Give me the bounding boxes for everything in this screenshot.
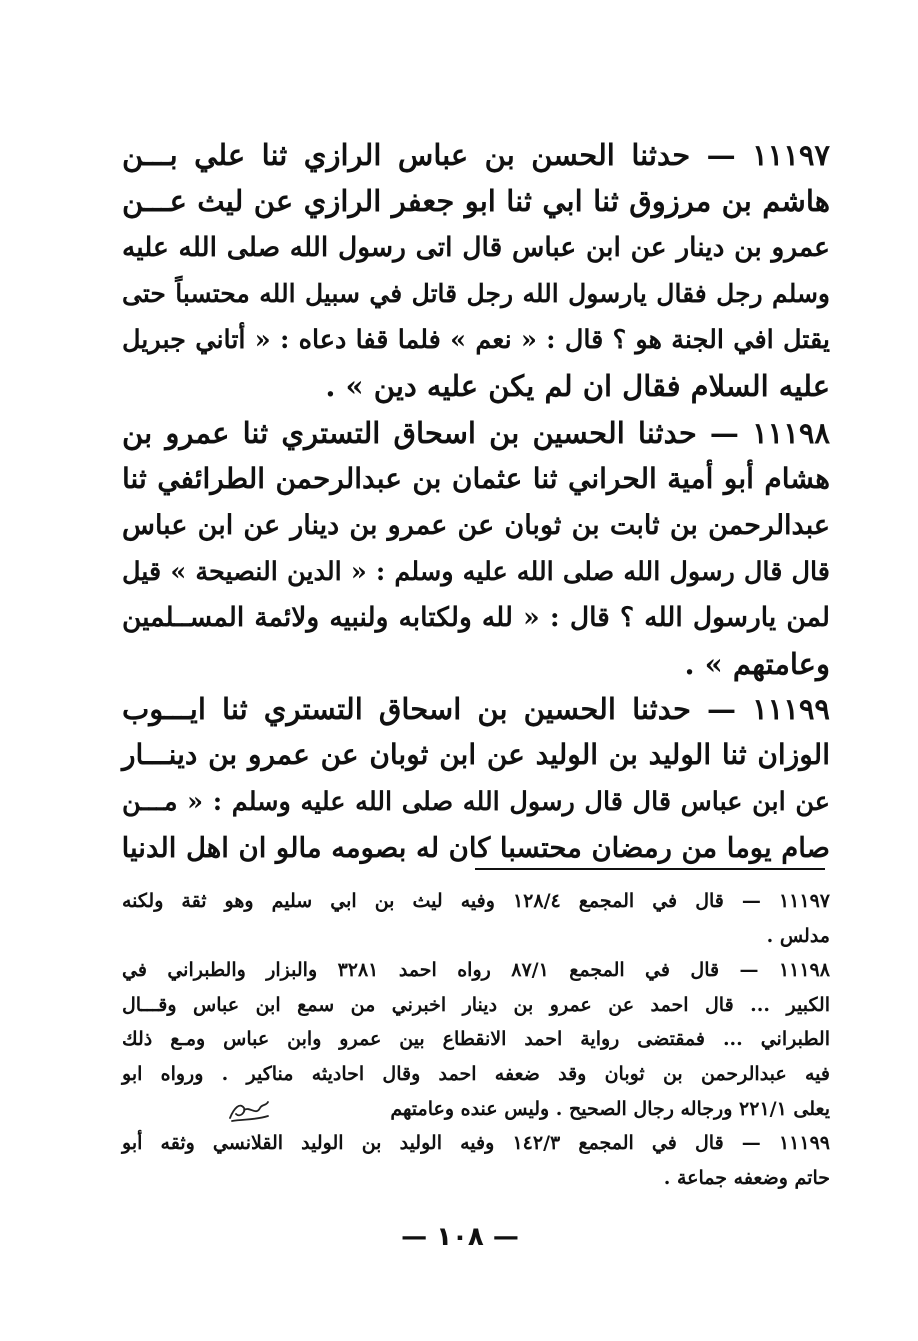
hadith-line: وسلم رجل فقال يارسول الله رجل قاتل في سبيل الله محتسباً حتى xyxy=(122,278,830,308)
footnote-line: الطبراني ... فمقتضى رواية احمد الانقطاع بين عمرو وابن عباس ومـع ذلك xyxy=(122,1028,830,1051)
hadith-line: هشام أبو أمية الحراني ثنا عثمان بن عبدالرحمن الطرائفي ثنا xyxy=(122,462,830,496)
hadith-line xyxy=(122,410,830,456)
footnote-line: حاتم وضعفه جماعة . xyxy=(663,1166,830,1189)
hadith-entry-11197 xyxy=(122,132,830,410)
hadith-text: — حدثنا الحسين بن اسحاق التستري ثنا ايـــوب xyxy=(122,692,736,726)
hadith-line xyxy=(122,132,830,178)
hadith-entry-11198 xyxy=(122,410,830,688)
handwritten-annotation-icon xyxy=(226,1094,272,1124)
hadith-line: عمرو بن دينار عن ابن عباس قال اتى رسول الله صلى الله عليه xyxy=(122,231,830,263)
hadith-line: عن ابن عباس قال قال رسول الله صلى الله عليه وسلم : « مـــن xyxy=(122,786,830,817)
hadith-line: عبدالرحمن بن ثابت بن ثوبان عن عمرو بن دينار عن ابن عباس xyxy=(122,509,830,541)
hadith-line: لمن يارسول الله ؟ قال : « لله ولكتابه ولنبيه ولائمة المســلمين xyxy=(122,602,830,634)
footnote-line: يعلى ٢٢١/١ ورجاله رجال الصحيح . وليس عنده وعامتهم xyxy=(390,1097,830,1120)
hadith-text: — حدثنا الحسن بن عباس الرازي ثنا علي بـــن xyxy=(122,138,736,172)
hadith-entry-11199 xyxy=(122,686,830,871)
footnotes xyxy=(122,884,830,1195)
hadith-line: الوزان ثنا الوليد بن الوليد عن ابن ثوبان عن عمرو بن دينـــار xyxy=(122,738,830,772)
footnote-line: مدلس . xyxy=(766,924,830,947)
footnote-divider xyxy=(475,868,825,870)
hadith-line: صام يوما من رمضان محتسبا كان له بصومه مالو ان اهل الدنيا xyxy=(121,831,830,864)
hadith-text: — حدثنا الحسين بن اسحاق التستري ثنا عمرو بن xyxy=(122,416,739,450)
page-number: — ١٠٨ — xyxy=(401,1222,519,1252)
hadith-line: هاشم بن مرزوق ثنا ابي ثنا ابو جعفر الرازي عن ليث عـــن xyxy=(122,184,830,219)
hadith-line: وعامتهم » . xyxy=(684,647,830,682)
hadith-line xyxy=(122,686,830,732)
footnote-line: فيه عبدالرحمن بن ثوبان وقد ضعفه احمد وقال احاديثه مناكير . ورواه ابو xyxy=(122,1062,830,1085)
hadith-number: ١١١٩٩ xyxy=(752,692,830,726)
footnote-line: الكبير ... قال احمد عن عمرو بن دينار اخبرني من سمع ابن عباس وقـــال xyxy=(122,993,830,1016)
hadith-line: يقتل افي الجنة هو ؟ قال : « نعم » فلما قفا دعاه : « أتاني جبريل xyxy=(122,325,830,356)
hadith-number: ١١١٩٨ xyxy=(752,416,830,450)
footnote-line: ١١١٩٨ — قال في المجمع ٨٧/١ رواه احمد ٣٢٨١ والبزار والطبراني في xyxy=(122,959,830,982)
footnote-line: ١١١٩٧ — قال في المجمع ١٢٨/٤ وفيه ليث بن ابي سليم وهو ثقة ولكنه xyxy=(122,890,830,912)
hadith-line: عليه السلام فقال ان لم يكن عليه دين » . xyxy=(325,369,830,404)
hadith-number: ١١١٩٧ xyxy=(752,138,830,172)
hadith-line: قال قال رسول الله صلى الله عليه وسلم : « الدين النصيحة » قيل xyxy=(122,556,830,587)
footnote-line: ١١١٩٩ — قال في المجمع ١٤٢/٣ وفيه الوليد بن الوليد القلانسي وثقه أبو xyxy=(122,1132,830,1155)
